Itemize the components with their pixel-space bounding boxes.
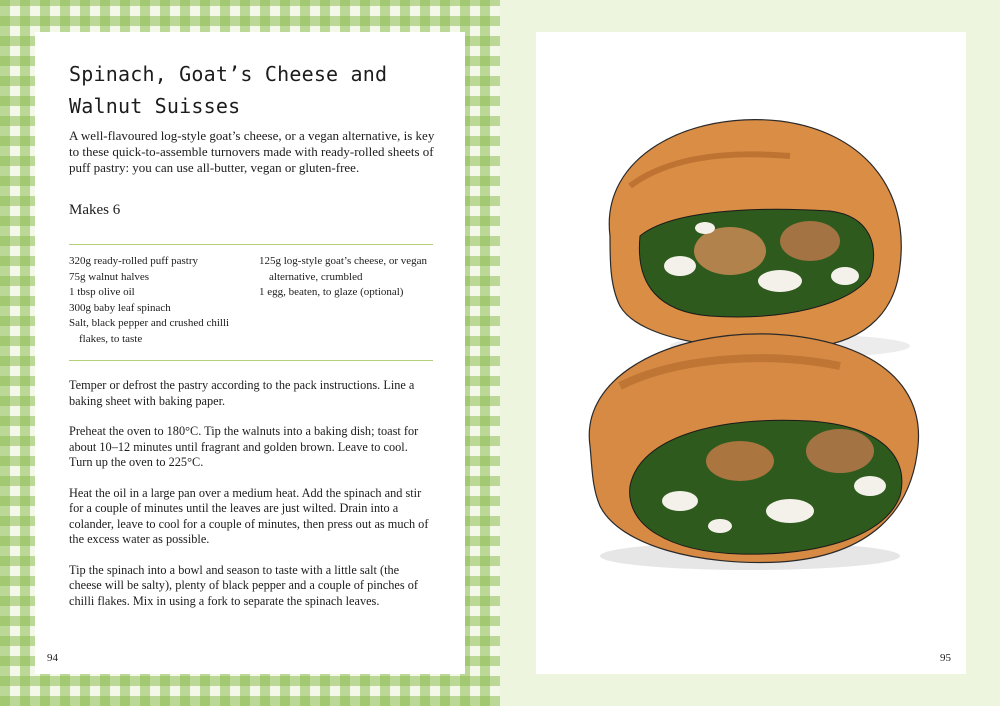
ingredient-item: 75g walnut halves xyxy=(69,270,150,283)
ingredient-item: 1 egg, beaten, to glaze (optional) xyxy=(259,286,404,298)
method-section xyxy=(69,378,429,624)
method-step: Heat the oil in a large pan over a medium heat. Add the spinach and stir for a couple of minutes until the leaves are just wilted. Drain into a colander, leave to cool for a couple of minutes, then press out as much of the excess water as possible. xyxy=(69,485,429,546)
ingredient-item: 1 tbsp olive oil xyxy=(69,286,135,298)
ingredients-column-1 xyxy=(69,254,249,347)
method-step: Tip the spinach into a bowl and season to taste with a little salt (the cheese will be salty), plenty of black pepper and a couple of pinches of chilli flakes. Mix in using a fork to separate the spinach leaves. xyxy=(69,562,418,608)
walnut-shape xyxy=(780,221,840,261)
ingredients-bottom-rule xyxy=(69,360,433,361)
page-number-left: 94 xyxy=(47,652,58,664)
right-page xyxy=(500,0,1000,706)
recipe-title-line1: Spinach, Goat’s Cheese and xyxy=(69,62,388,86)
cheese-shape xyxy=(831,267,859,285)
recipe-title xyxy=(69,58,449,122)
page-number-right: 95 xyxy=(940,652,951,664)
walnut-shape xyxy=(694,227,766,275)
method-step: Preheat the oven to 180°C. Tip the walnuts into a baking dish; toast for about 10–12 minutes until fragrant and golden brown. Leave to cool. Turn up the oven to 225°C. xyxy=(69,424,419,469)
recipe-intro: A well-flavoured log-style goat’s cheese, or a vegan alternative, is key to these quick-to-assemble turnovers made with ready-rolled sheets of puff pastry: you can use all-butter, vegan or gluten-free. xyxy=(69,128,435,175)
cheese-shape xyxy=(664,256,696,276)
method-step: Temper or defrost the pastry according to the pack instructions. Line a baking sheet with baking paper. xyxy=(69,378,415,408)
ingredient-item: 300g baby leaf spinach xyxy=(69,301,171,314)
cheese-shape xyxy=(758,270,802,292)
cheese-shape xyxy=(766,499,814,523)
cheese-shape xyxy=(708,519,732,533)
recipe-title-line2: Walnut Suisses xyxy=(69,94,241,118)
walnut-shape xyxy=(806,429,874,473)
ingredient-item: 125g log-style goat’s cheese, or vegan alternative, crumbled xyxy=(259,255,428,283)
cheese-shape xyxy=(662,491,698,511)
ingredients-top-rule xyxy=(69,244,433,245)
recipe-card xyxy=(35,32,465,674)
recipe-yield: Makes 6 xyxy=(69,202,121,218)
walnut-shape xyxy=(706,441,774,481)
cheese-shape xyxy=(695,222,715,234)
bottom-turnover xyxy=(589,334,918,563)
ingredient-item: Salt, black pepper and crushed chilli flakes, to taste xyxy=(69,317,230,345)
pastry-illustration-icon xyxy=(580,116,920,586)
ingredient-item: 320g ready-rolled puff pastry xyxy=(69,255,199,267)
illustration-card xyxy=(536,32,966,674)
top-turnover xyxy=(609,120,901,349)
ingredients-column-2 xyxy=(259,254,439,301)
cheese-shape xyxy=(854,476,886,496)
